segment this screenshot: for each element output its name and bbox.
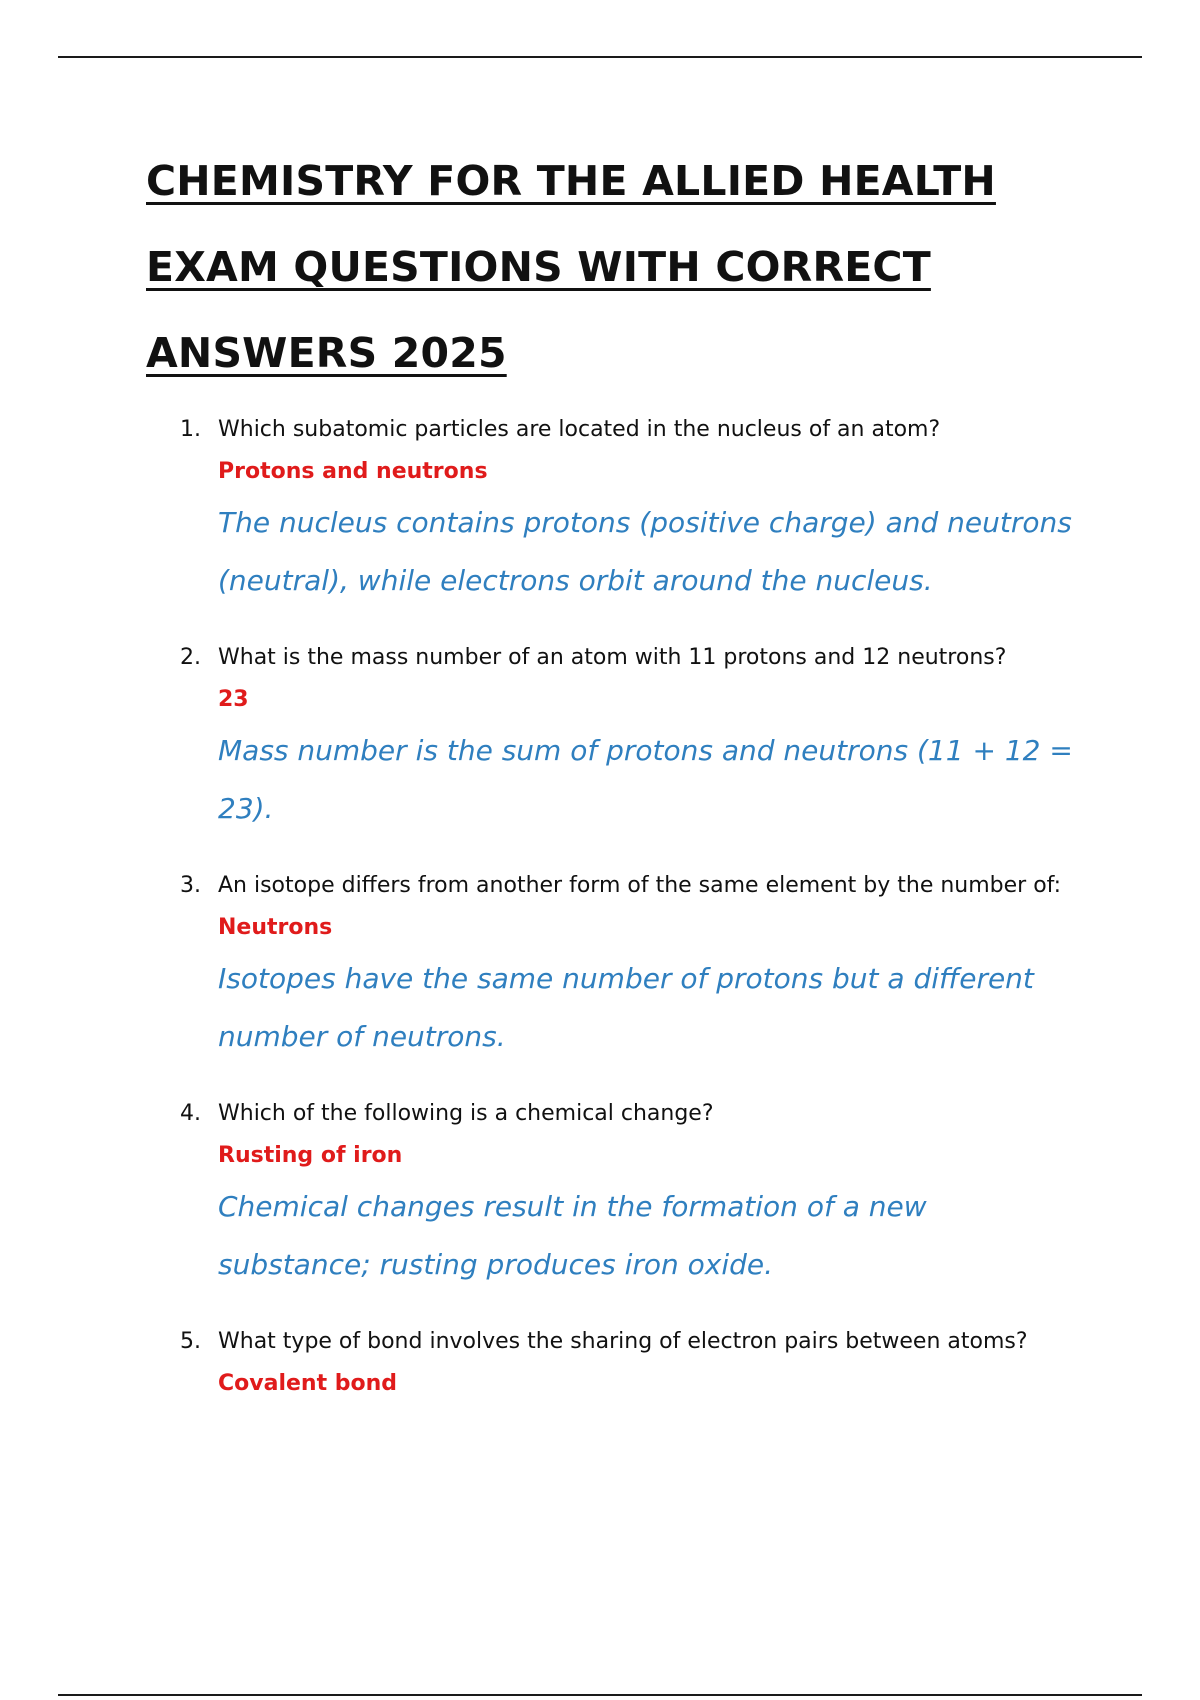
- answer-text: Protons and neutrons: [218, 459, 488, 484]
- title-line-3: ANSWERS 2025: [146, 329, 507, 377]
- question-number: 3.: [180, 873, 201, 898]
- bottom-rule: [58, 1694, 1142, 1696]
- top-rule: [58, 56, 1142, 58]
- title-line-2: EXAM QUESTIONS WITH CORRECT: [146, 243, 931, 291]
- document-title: [146, 138, 1126, 396]
- question-item-1: [180, 408, 1080, 610]
- explanation-text: The nucleus contains protons (positive charge) and neutrons (neutral), while electrons orbit around the nucleus.: [218, 506, 1072, 597]
- question-list: [180, 408, 1080, 1430]
- answer-text: Covalent bond: [218, 1371, 398, 1396]
- title-line-1: CHEMISTRY FOR THE ALLIED HEALTH: [146, 157, 996, 205]
- answer-text: Neutrons: [218, 915, 333, 940]
- question-item-2: [180, 636, 1080, 838]
- explanation-text: Mass number is the sum of protons and neutrons (11 + 12 = 23).: [218, 734, 1073, 825]
- question-item-3: [180, 864, 1080, 1066]
- question-number: 5.: [180, 1329, 201, 1354]
- question-text: Which subatomic particles are located in the nucleus of an atom?: [218, 417, 941, 442]
- question-text: What is the mass number of an atom with 11 protons and 12 neutrons?: [218, 645, 1007, 670]
- question-item-5: [180, 1320, 1080, 1404]
- question-text: Which of the following is a chemical change?: [218, 1101, 714, 1126]
- question-number: 2.: [180, 645, 201, 670]
- explanation-text: Chemical changes result in the formation of a new substance; rusting produces iron oxide.: [218, 1190, 927, 1281]
- question-number: 1.: [180, 417, 201, 442]
- answer-text: 23: [218, 687, 249, 712]
- question-item-4: [180, 1092, 1080, 1294]
- question-text: An isotope differs from another form of the same element by the number of:: [218, 873, 1062, 898]
- explanation-text: Isotopes have the same number of protons but a different number of neutrons.: [218, 962, 1034, 1053]
- answer-text: Rusting of iron: [218, 1143, 403, 1168]
- question-text: What type of bond involves the sharing of electron pairs between atoms?: [218, 1329, 1028, 1354]
- question-number: 4.: [180, 1101, 201, 1126]
